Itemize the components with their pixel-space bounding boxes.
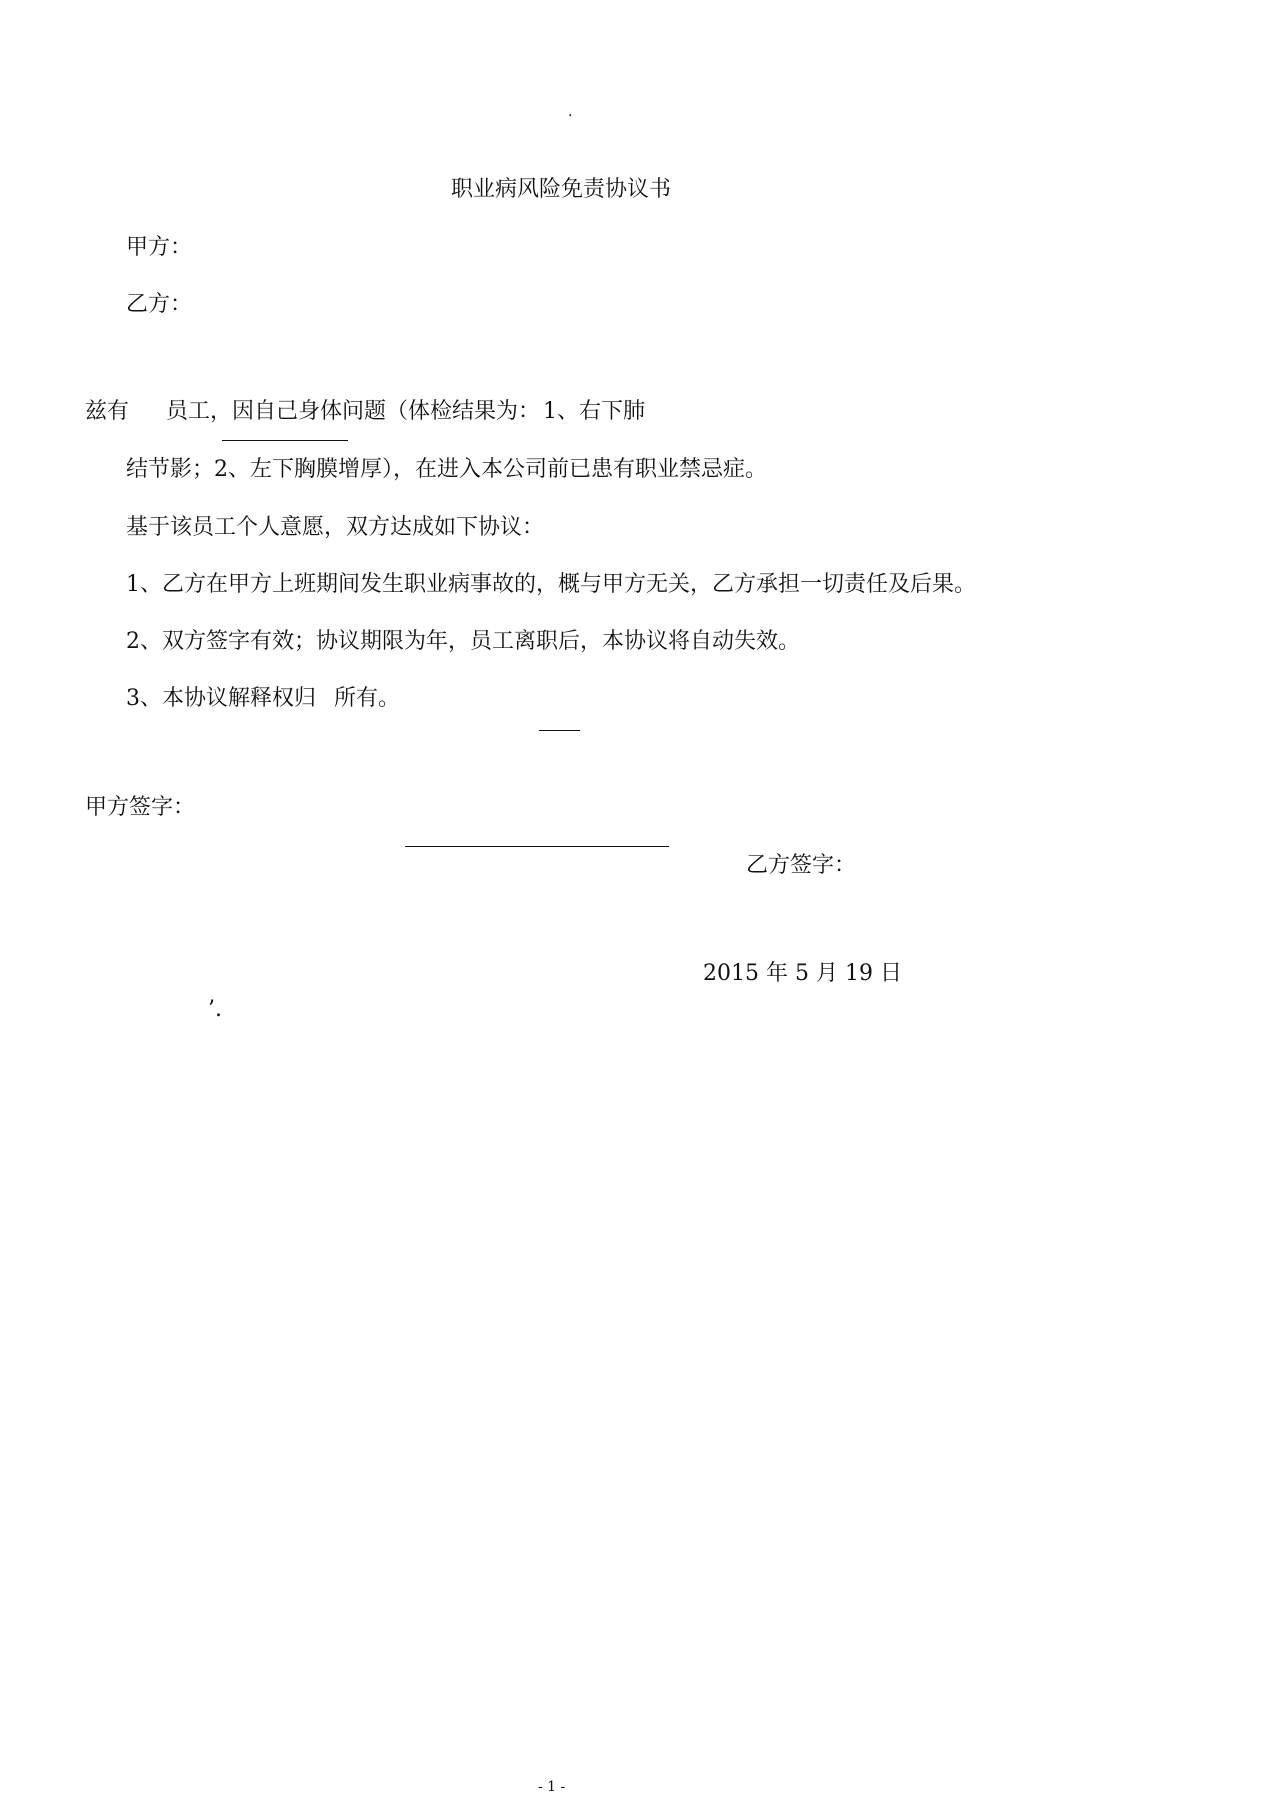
clause-3: 3、本协议解释权归: [126, 686, 316, 711]
intro-prefix: 兹有: [85, 399, 130, 424]
party-b-signature-label: 乙方签字：: [746, 853, 857, 878]
signature-line: [405, 846, 669, 847]
header-dot: .: [568, 104, 573, 120]
party-b-label: 乙方：: [126, 292, 193, 317]
party-a-signature-label: 甲方签字：: [85, 795, 196, 820]
signing-date: 2015 年 5 月 19 日: [703, 961, 902, 986]
intro-middle: 员工，因自己身体问题（体检结果为：: [166, 399, 541, 424]
clause-1: 1、乙方在甲方上班期间发生职业病事故的，概与甲方无关，乙方承担一切责任及后果。: [126, 572, 976, 597]
clause-3-underline: [539, 730, 580, 731]
intro-continuation: 结节影；2、左下胸膜增厚），在进入本公司前已患有职业禁忌症。: [126, 457, 767, 482]
page-number: - 1 -: [538, 1779, 566, 1795]
stray-mark: ’.: [208, 997, 222, 1022]
party-a-label: 甲方：: [126, 235, 193, 260]
employee-name-underline: [222, 440, 348, 441]
agreement-basis: 基于该员工个人意愿，双方达成如下协议：: [126, 515, 545, 540]
clause-3-suffix: 所有。: [334, 686, 401, 711]
intro-result-1: 1、右下肺: [543, 399, 645, 424]
document-title: 职业病风险免责协议书: [451, 177, 672, 202]
clause-2: 2、双方签字有效；协议期限为年，员工离职后，本协议将自动失效。: [126, 629, 800, 654]
